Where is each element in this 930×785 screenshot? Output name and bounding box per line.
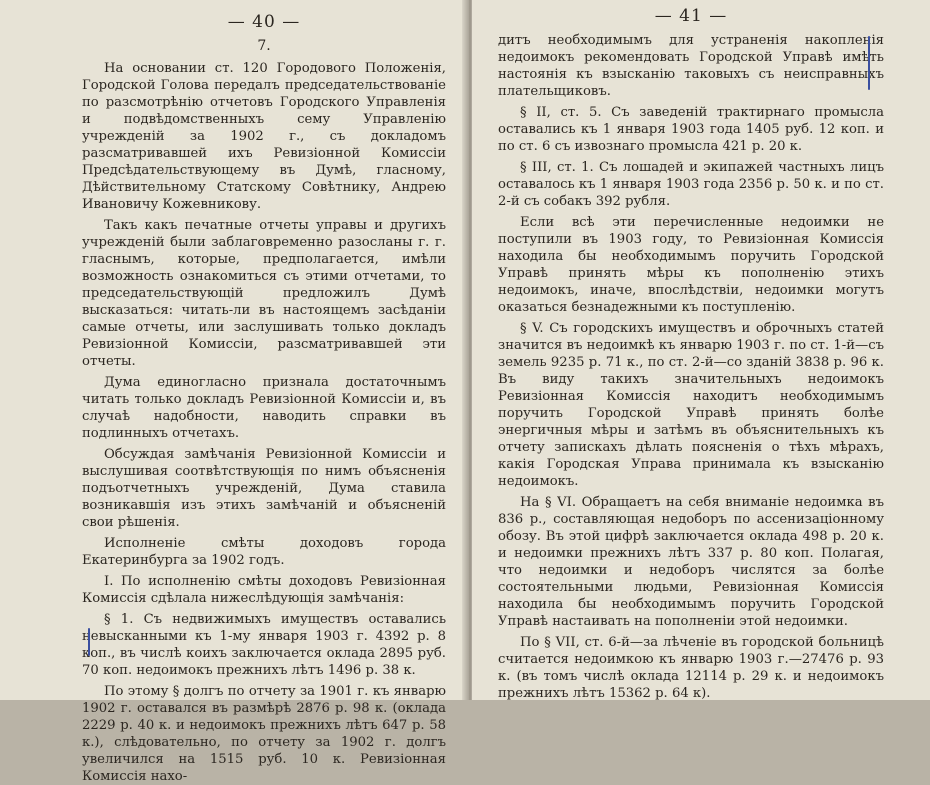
pencil-bracket-mark: [88, 628, 90, 656]
page-number-left: — 40 —: [227, 12, 301, 32]
paragraph: I. По исполненію смѣты доходовъ Ревизіонная Комиссія сдѣлала нижеслѣдующія замѣчанія:: [82, 574, 446, 606]
paragraph: § 1. Съ недвижимыхъ имуществъ оставались невысканными къ 1-му января 1903 г. 4392 р. 8 коп., въ числѣ коихъ заключается оклада 2895 руб. 70 коп. недоимокъ прежнихъ лѣтъ 1496 р. 38 к.: [82, 612, 446, 678]
section-number: 7.: [257, 38, 271, 54]
paragraph: § V. Съ городскихъ имуществъ и оброчныхъ статей значится въ недоимкѣ къ январю 1903 г. по ст. 1-й—съ земель 9235 р. 71 к., по ст. 2-й—со зданій 3838 р. 96 к. Въ виду такихъ значительныхъ недоимокъ Ревизіонная Комиссія находитъ необходимымъ поручить Городской Управѣ принять болѣе энергичныя мѣры и затѣмъ въ объяснительныхъ къ отчету запискахъ дѣлать поясненія о тѣхъ мѣрахъ, какія Городская Управа принимала къ взысканію недоимокъ.: [498, 321, 884, 489]
pencil-bracket-mark: [868, 36, 870, 90]
page-number-right: — 41 —: [654, 6, 728, 26]
paragraph: На основании ст. 120 Городового Положенія, Городской Голова передалъ председательствованіе по разсмотрѣнію отчетовъ Городского Управленія и подвѣдомственныхъ сему Управленію учрежденій за 1902 г., съ докладомъ разсматривавшей ихъ Ревизіонной Комиссіи Предсѣдательствующему въ Думѣ, гласному, Дѣйствительному Статскому Совѣтнику, Андрею Ивановичу Кожевникову.: [82, 61, 446, 212]
paragraph: дитъ необходимымъ для устраненія накопленія недоимокъ рекомендовать Городской Управѣ имѣть настоянія къ взысканію таковыхъ съ неисправныхъ плательщиковъ.: [498, 33, 884, 99]
paragraph: Дума единогласно признала достаточнымъ читать только докладъ Ревизіонной Комиссіи и, въ случаѣ надобности, наводить справки въ подлинныхъ отчетахъ.: [82, 375, 446, 441]
paragraph: Если всѣ эти перечисленные недоимки не поступили въ 1903 году, то Ревизіонная Комиссія находила бы необходимымъ поручить Городской Управѣ принять мѣры къ пополненію этихъ недоимокъ, иначе, впослѣдствіи, недоимки могутъ оказаться безнадежными къ поступленію.: [498, 215, 884, 315]
section-heading: Исполненіе смѣты доходовъ города Екатеринбурга за 1902 годъ.: [82, 536, 446, 568]
right-page: [472, 0, 930, 700]
paragraph: § III, ст. 1. Съ лошадей и экипажей частныхъ лицъ оставалось къ 1 января 1903 года 2356 р. 50 к. и по ст. 2-й съ собакъ 392 рубля.: [498, 160, 884, 209]
paragraph: По § VII, ст. 6-й—за лѣченіе въ городской больницѣ считается недоимкою къ январю 1903 г.—27476 р. 93 к. (въ томъ числѣ оклада 12114 р. 29 к. и недоимокъ прежнихъ лѣтъ 15362 р. 64 к).: [498, 635, 884, 701]
paragraph: По этому § долгъ по отчету за 1901 г. къ январю 1902 г. оставался въ размѣрѣ 2876 р. 98 к. (оклада 2229 р. 40 к. и недоимокъ прежнихъ лѣтъ 647 р. 58 к.), слѣдовательно, по отчету за 1902 г. долгъ увеличился на 1515 руб. 10 к. Ревизіонная Комиссія нахо-: [82, 684, 446, 784]
paragraph: На § VI. Обращаетъ на себя вниманіе недоимка въ 836 р., составляющая недоборъ по ассенизаціонному обозу. Въ этой цифрѣ заключается оклада 498 р. 20 к. и недоимки прежнихъ лѣтъ 337 р. 80 коп. Полагая, что недоимки и недоборъ числятся за болѣе состоятельными людьми, Ревизіонная Комиссія находила бы необходимымъ поручить Городской Управѣ настаивать на пополненіи этой недоимки.: [498, 495, 884, 629]
paragraph: Такъ какъ печатные отчеты управы и другихъ учрежденій были заблаговременно разосланы г. г. гласнымъ, которые, предполагается, имѣли возможность ознакомиться съ этими отчетами, то председательствующій предложилъ Думѣ высказаться: читать-ли въ настоящемъ засѣданіи самые отчеты, или заслушивать только докладъ Ревизіонной Комиссіи, разсматривавшей эти отчеты.: [82, 218, 446, 369]
paragraph: § II, ст. 5. Съ заведеній трактирнаго промысла оставались къ 1 января 1903 года 1405 руб. 12 коп. и по ст. 6 съ извознаго промысла 421 р. 20 к.: [498, 105, 884, 154]
paragraph: Обсуждая замѣчанія Ревизіонной Комиссіи и выслушивая соотвѣтствующія по нимъ объясненія подъотчетныхъ учрежденій, Дума ставила возникавшія изъ этихъ замѣчаній и объясненій свои рѣшенія.: [82, 447, 446, 530]
